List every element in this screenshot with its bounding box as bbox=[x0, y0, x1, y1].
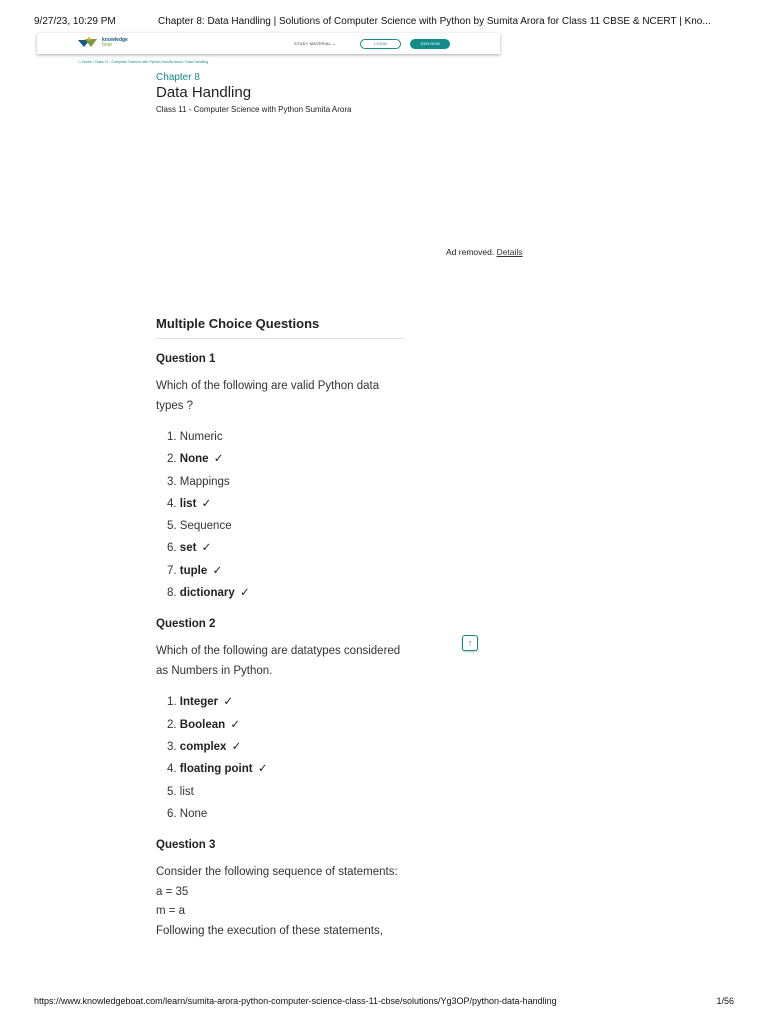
option-text: None bbox=[179, 807, 208, 820]
option-number: 7. bbox=[167, 564, 177, 577]
option-item bbox=[156, 691, 404, 713]
site-logo[interactable] bbox=[77, 37, 128, 49]
arrow-up-icon: ↑ bbox=[467, 638, 473, 648]
check-icon: ✓ bbox=[230, 718, 241, 731]
option-item bbox=[156, 448, 404, 470]
question-title: Question 1 bbox=[156, 353, 216, 365]
question-3 bbox=[156, 839, 404, 941]
main-content bbox=[156, 316, 404, 941]
option-text: None bbox=[179, 453, 209, 466]
option-number: 4. bbox=[167, 763, 177, 776]
check-icon: ✓ bbox=[257, 763, 268, 776]
option-text: Integer bbox=[179, 696, 219, 709]
option-text: dictionary bbox=[179, 587, 235, 600]
code-lines bbox=[156, 883, 404, 942]
option-item bbox=[156, 426, 404, 448]
option-item bbox=[156, 714, 404, 736]
option-item bbox=[156, 803, 404, 825]
option-number: 1. bbox=[167, 431, 177, 443]
site-header bbox=[37, 33, 500, 54]
option-item bbox=[156, 781, 404, 803]
check-icon: ✓ bbox=[201, 542, 212, 555]
check-icon: ✓ bbox=[212, 564, 223, 577]
option-number: 3. bbox=[167, 475, 177, 488]
print-url: https://www.knowledgeboat.com/learn/sumita-arora-python-computer-science-class-11-cbse/solutions/Yg3OP/python-data-handling bbox=[34, 996, 557, 1006]
print-document-title: Chapter 8: Data Handling | Solutions of Computer Science with Python by Sumita Arora for Class 11 CBSE & NCERT | Kno... bbox=[158, 16, 711, 27]
option-text: list bbox=[179, 785, 194, 798]
option-text: floating point bbox=[179, 763, 253, 776]
option-number: 6. bbox=[167, 807, 177, 820]
option-item bbox=[156, 493, 404, 515]
option-item bbox=[156, 736, 404, 758]
option-text: complex bbox=[179, 740, 227, 753]
option-number: 2. bbox=[167, 718, 177, 731]
check-icon: ✓ bbox=[231, 740, 242, 753]
code-line: a = 35 bbox=[156, 885, 189, 898]
option-number: 6. bbox=[167, 542, 177, 555]
option-number: 3. bbox=[167, 740, 177, 753]
option-number: 1. bbox=[167, 696, 177, 709]
option-item bbox=[156, 515, 404, 537]
option-text: list bbox=[179, 497, 197, 510]
breadcrumb-path[interactable]: Home / Class 11 - Computer Science with Python Sumita Arora / Data Handling bbox=[82, 60, 209, 64]
breadcrumb bbox=[78, 59, 208, 65]
check-icon: ✓ bbox=[239, 587, 250, 600]
question-title: Question 3 bbox=[156, 839, 216, 852]
option-text: Numeric bbox=[179, 431, 223, 443]
ad-details-link[interactable]: Details bbox=[496, 247, 523, 257]
page-subtitle: Class 11 - Computer Science with Python Sumita Arora bbox=[156, 105, 352, 114]
print-page-number: 1/56 bbox=[716, 996, 734, 1006]
question-text: Which of the following are datatypes considered as Numbers in Python. bbox=[156, 645, 401, 677]
section-heading: Multiple Choice Questions bbox=[156, 316, 404, 339]
question-2 bbox=[156, 618, 404, 825]
question-text: Which of the following are valid Python data types ? bbox=[156, 380, 380, 412]
ad-removed-text: Ad removed. bbox=[446, 247, 495, 257]
study-material-menu[interactable]: STUDY MATERIAL ⌄ bbox=[294, 41, 336, 46]
ad-removed-note bbox=[446, 247, 523, 257]
option-number: 8. bbox=[167, 587, 177, 600]
option-number: 2. bbox=[167, 453, 177, 466]
option-item bbox=[156, 471, 404, 493]
option-item bbox=[156, 560, 404, 582]
option-item bbox=[156, 582, 404, 604]
question-1 bbox=[156, 353, 404, 604]
option-text: Mappings bbox=[179, 475, 230, 488]
option-item bbox=[156, 537, 404, 559]
page-title: Data Handling bbox=[156, 84, 252, 101]
logo-text bbox=[102, 38, 128, 48]
option-text: Boolean bbox=[179, 718, 226, 731]
option-item bbox=[156, 758, 404, 780]
home-icon[interactable]: ⌂ bbox=[78, 59, 82, 65]
check-icon: ✓ bbox=[223, 696, 233, 709]
check-icon: ✓ bbox=[213, 453, 224, 466]
logo-sub: boat bbox=[102, 42, 112, 48]
option-number: 5. bbox=[167, 520, 177, 533]
check-icon: ✓ bbox=[201, 497, 212, 510]
option-text: tuple bbox=[179, 564, 208, 577]
option-text: set bbox=[179, 542, 197, 555]
question-title: Question 2 bbox=[156, 618, 216, 631]
boat-logo-icon bbox=[77, 37, 101, 49]
question-text: Consider the following sequence of statements: bbox=[156, 866, 398, 879]
print-datetime: 9/27/23, 10:29 PM bbox=[34, 16, 116, 27]
chapter-label: Chapter 8 bbox=[156, 72, 200, 83]
option-number: 4. bbox=[167, 497, 177, 510]
join-now-button[interactable]: JOIN NOW bbox=[410, 39, 450, 49]
options-list bbox=[156, 691, 404, 825]
option-number: 5. bbox=[167, 785, 177, 798]
options-list bbox=[156, 426, 404, 604]
login-button[interactable]: LOGIN bbox=[360, 39, 401, 49]
question-continuation: Following the execution of these statements, bbox=[156, 924, 383, 937]
scroll-to-top-button[interactable] bbox=[462, 635, 478, 651]
logo-name: knowledge bbox=[102, 37, 128, 43]
code-line: m = a bbox=[156, 905, 186, 918]
option-text: Sequence bbox=[179, 520, 232, 533]
